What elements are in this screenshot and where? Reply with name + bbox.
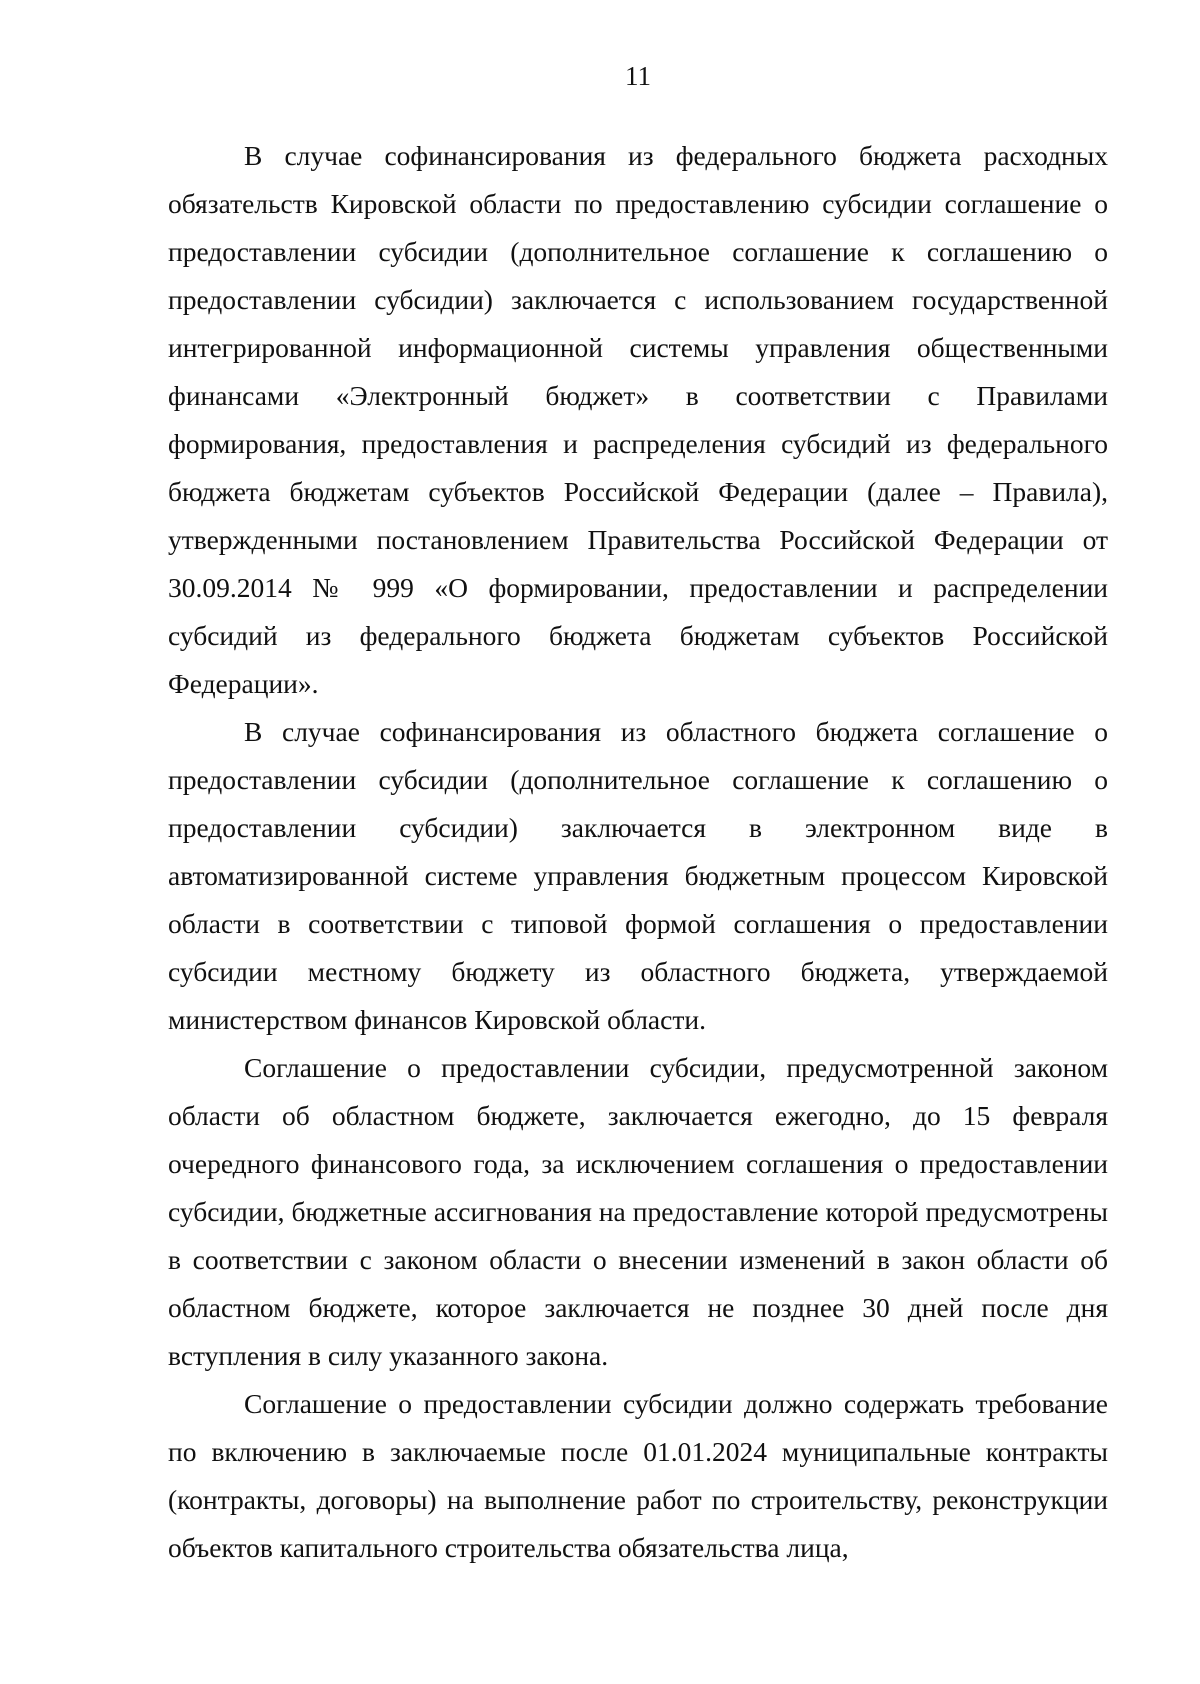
paragraph-agreement-deadline: Соглашение о предоставлении субсидии, предусмотренной законом области об областном бюджете, заключается ежегодно, до 15 февраля очередного финансового года, за исключением соглашения о предоставлении субсидии, бюджетные ассигнования на предоставление которой предусмотрены в соответствии с законом области о внесении изменений в закон области об областном бюджете, которое заключается не позднее 30 дней после дня вступления в силу указанного закона. — [168, 1052, 1108, 1371]
page-number: 11 — [625, 61, 651, 91]
paragraph-federal-cofinancing: В случае софинансирования из федерального бюджета расходных обязательств Кировской области по предоставлению субсидии соглашение о предоставлении субсидии (дополнительное соглашение к соглашению о предоставлении субсидии) заключается с использованием государственной интегрированной информационной системы управления общественными финансами «Электронный бюджет» в соответствии с Правилами формирования, предоставления и распределения субсидий из федерального бюджета бюджетам субъектов Российской Федерации (далее – Правила), утвержденными постановлением Правительства Российской Федерации от 30.09.2014 № 999 «О формировании, предоставлении и распределении субсидий из федерального бюджета бюджетам субъектов Российской Федерации». — [168, 140, 1108, 699]
paragraph-contract-requirement: Соглашение о предоставлении субсидии должно содержать требование по включению в заключаемые после 01.01.2024 муниципальные контракты (контракты, договоры) на выполнение работ по строительству, реконструкции объектов капитального строительства обязательства лица, — [168, 1388, 1108, 1563]
document-body — [168, 132, 1108, 1572]
paragraph-regional-cofinancing: В случае софинансирования из областного бюджета соглашение о предоставлении субсидии (дополнительное соглашение к соглашению о предоставлении субсидии) заключается в электронном виде в автоматизированной системе управления бюджетным процессом Кировской области в соответствии с типовой формой соглашения о предоставлении субсидии местному бюджету из областного бюджета, утверждаемой министерством финансов Кировской области. — [168, 716, 1108, 1035]
